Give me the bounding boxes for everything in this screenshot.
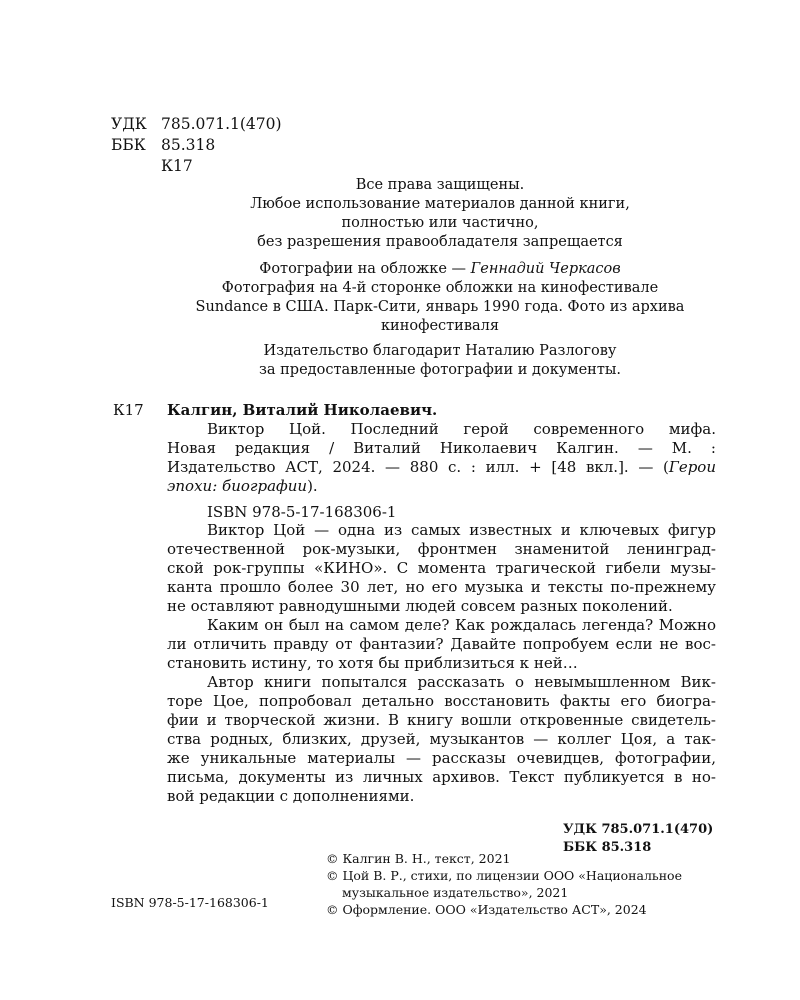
bottom-udk: УДК 785.071.1(470) — [563, 822, 714, 837]
rights-line: Все права защищены. — [355, 177, 525, 193]
isbn-footer: ISBN 978-5-17-168306-1 — [111, 895, 269, 910]
cover-credit-name: Геннадий Черкасов — [470, 261, 621, 277]
copyright-line: музыкальное издательство», 2021 — [342, 885, 569, 900]
rights-notice — [190, 176, 690, 252]
udk-row — [111, 114, 282, 135]
series-close: ). — [307, 477, 318, 495]
annotation-paragraph-1 — [167, 521, 716, 616]
bbk-row — [111, 135, 282, 156]
annotation-paragraph-3 — [167, 673, 716, 806]
catalog-entry — [167, 401, 716, 522]
catalog-desc-line: Новая редакция / Виталий Николаевич Калгин. — М. : — [167, 439, 716, 457]
series-title-part: эпохи: биографии — [167, 477, 308, 495]
back-credit-line: Фотография на 4-й сторонке обложки на кинофестивале — [221, 280, 659, 296]
thanks-line: Издательство благодарит Наталию Разлогову — [263, 343, 617, 359]
photo-credits — [190, 260, 690, 336]
catalog-author: Калгин, Виталий Николаевич. — [167, 401, 438, 419]
author-mark: К17 — [161, 157, 193, 175]
annotation-line: Виктор Цой — одна из самых известных и ключевых фигур — [207, 521, 716, 539]
annotation — [167, 521, 716, 806]
bbk-value: 85.318 — [161, 136, 216, 154]
catalog-series-line — [167, 477, 716, 496]
publisher-thanks — [190, 342, 690, 380]
rights-line: Любое использование материалов данной книги, — [250, 196, 630, 212]
annotation-line: не оставляют равнодушными людей совсем разных поколений. — [167, 597, 673, 615]
cover-credit — [190, 260, 690, 279]
catalog-desc-line: Виктор Цой. Последний герой современного мифа. — [207, 420, 716, 438]
classification-codes — [111, 114, 282, 177]
annotation-line: письма, документы из личных архивов. Текст публикуется в но- — [167, 768, 716, 786]
catalog-isbn: ISBN 978-5-17-168306-1 — [207, 503, 397, 521]
back-credit-line: Sundance в США. Парк-Сити, январь 1990 года. Фото из архива — [195, 299, 685, 315]
catalog-desc-line-series — [167, 458, 716, 477]
copyright-block — [326, 850, 726, 918]
cover-credit-prefix: Фотографии на обложке — — [259, 261, 471, 277]
annotation-line: становить истину, то хотя бы приблизиться к ней… — [167, 654, 578, 672]
rights-line: полностью или частично, — [341, 215, 539, 231]
annotation-line: канта прошло более 30 лет, но его музыка и тексты по-прежнему — [167, 578, 716, 596]
bottom-bbk: ББК 85.318 — [563, 840, 652, 855]
annotation-line: ства родных, близких, друзей, музыкантов — коллег Цоя, а так- — [167, 730, 716, 748]
rights-line: без разрешения правообладателя запрещается — [257, 234, 623, 250]
back-credit-line: кинофестиваля — [380, 318, 500, 334]
annotation-paragraph-2 — [167, 616, 716, 673]
annotation-line: отечественной рок-музыки, фронтмен знаменитой ленинград- — [167, 540, 716, 558]
annotation-line: фии и творческой жизни. В книгу вошли откровенные свидетель- — [167, 711, 716, 729]
bbk-label: ББК — [111, 136, 146, 154]
copyright-line: © Цой В. Р., стихи, по лицензии ООО «Национальное — [326, 868, 682, 883]
annotation-line: ли отличить правду от фантазии? Давайте попробуем если не вос- — [167, 635, 716, 653]
copyright-line: © Оформление. ООО «Издательство АСТ», 2024 — [326, 902, 647, 917]
udk-value: 785.071.1(470) — [161, 115, 282, 133]
annotation-line: же уникальные материалы — рассказы очевидцев, фотографии, — [167, 749, 716, 767]
annotation-line: ской рок-группы «КИНО». С момента трагической гибели музы- — [167, 559, 716, 577]
author-mark-row — [111, 156, 282, 177]
series-title-part: Герои — [668, 458, 716, 476]
thanks-line: за предоставленные фотографии и документы. — [258, 362, 621, 378]
udk-label: УДК — [111, 115, 147, 133]
annotation-line: Каким он был на самом деле? Как рождалась легенда? Можно — [207, 616, 716, 634]
catalog-mark: К17 — [113, 401, 144, 419]
annotation-line: вой редакции с дополнениями. — [167, 787, 415, 805]
catalog-desc-text: Издательство АСТ, 2024. — 880 с. : илл. + [48 вкл.]. — ( — [167, 458, 669, 476]
annotation-line: торе Цое, попробовал детально восстановить факты его биогра- — [167, 692, 716, 710]
copyright-line: © Калгин В. Н., текст, 2021 — [326, 851, 511, 866]
annotation-line: Автор книги попытался рассказать о невымышленном Вик- — [207, 673, 716, 691]
